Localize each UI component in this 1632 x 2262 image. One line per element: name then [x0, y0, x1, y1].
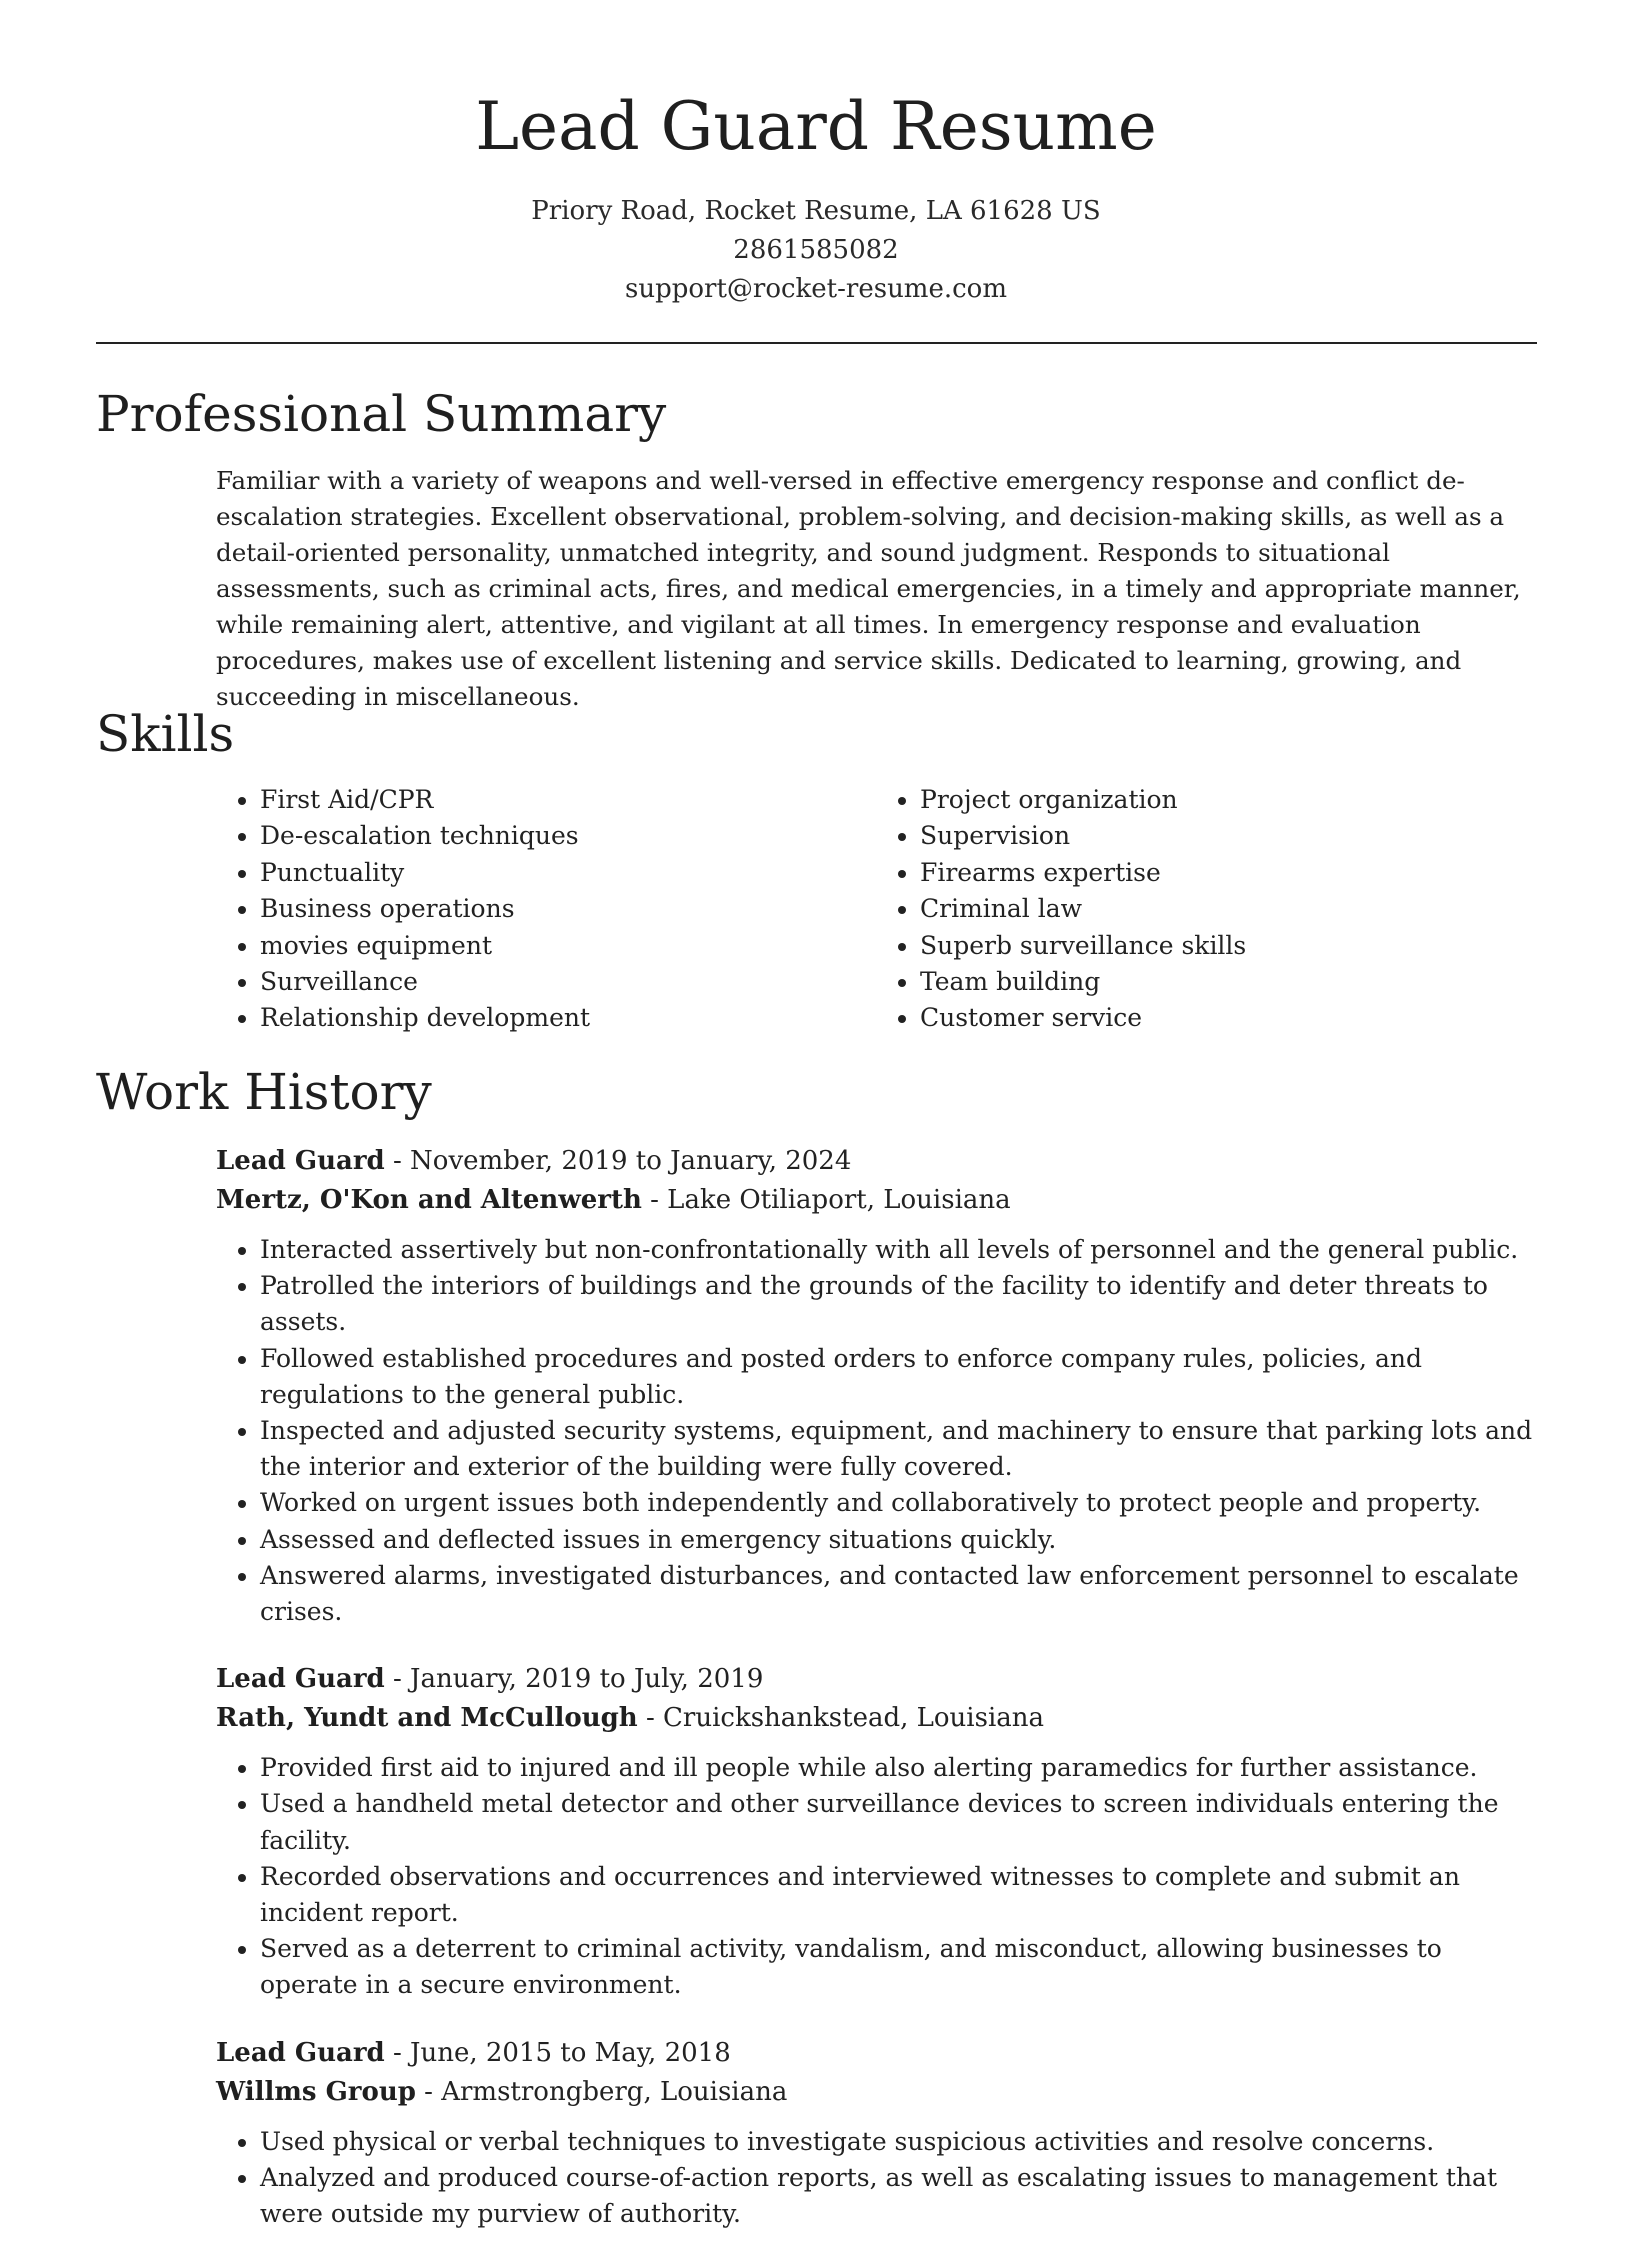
job-dates: - January, 2019 to July, 2019 — [384, 1664, 764, 1695]
job-bullet: • Analyzed and produced course-of-action reports, as well as escalating issues to management that were outside my purview of authority. — [260, 2160, 1536, 2232]
job-dates: - November, 2019 to January, 2024 — [384, 1146, 852, 1176]
job-company-line — [216, 2073, 1536, 2112]
job-bullet: • Inspected and adjusted security systems, equipment, and machinery to ensure that parking lots and the interior and exterior of the building were fully covered. — [260, 1413, 1536, 1485]
job-company: Mertz, O'Kon and Altenwerth — [216, 1185, 642, 1215]
contact-email: support@rocket-resume.com — [624, 274, 1007, 304]
skill-item: • Team building — [920, 964, 1536, 1000]
skill-item: • Firearms expertise — [920, 855, 1536, 891]
job-bullet: • Assessed and deflected issues in emergency situations quickly. — [260, 1522, 1536, 1558]
job-dates: - June, 2015 to May, 2018 — [384, 2037, 731, 2068]
job-company: Rath, Yundt and McCullough — [216, 1703, 638, 1734]
job-title: Lead Guard — [216, 2037, 385, 2068]
job-bullet: • Provided first aid to injured and ill people while also alerting paramedics for further assistance. — [260, 1750, 1536, 1786]
job-entry — [216, 1660, 1536, 2003]
skills-heading: Skills — [96, 705, 235, 763]
skill-item: • Superb surveillance skills — [920, 928, 1536, 964]
skills-column-right — [876, 782, 1536, 1037]
contact-address: Priory Road, Rocket Resume, LA 61628 US — [531, 196, 1101, 226]
job-title-line — [216, 2034, 1536, 2073]
job-title-line — [216, 1660, 1536, 1699]
skill-item: • Surveillance — [260, 964, 876, 1000]
job-company: Willms Group — [216, 2076, 416, 2107]
work-history-heading: Work History — [96, 1063, 432, 1121]
job-bullet: • Interacted assertively but non-confrontationally with all levels of personnel and the general public. — [260, 1232, 1536, 1268]
skill-item: • Business operations — [260, 891, 876, 927]
skill-item: • movies equipment — [260, 928, 876, 964]
job-entry — [216, 2034, 1536, 2233]
job-bullet: • Answered alarms, investigated disturbances, and contacted law enforcement personnel to escalate crises. — [260, 1558, 1536, 1630]
job-bullets — [216, 2124, 1536, 2233]
skill-item: • Customer service — [920, 1000, 1536, 1036]
job-bullet: • Followed established procedures and posted orders to enforce company rules, policies, and regulations to the general public. — [260, 1341, 1536, 1413]
job-title: Lead Guard — [216, 1664, 385, 1695]
summary-text: Familiar with a variety of weapons and well-versed in effective emergency response and conflict de-escalation strategies. Excellent observational, problem-solving, and decision-making skills, as well as a detail-oriented personality, unmatched integrity, and sound judgment. Responds to situational assessments, such as criminal acts, fires, and medical emergencies, in a timely and appropriate manner, while remaining alert, attentive, and vigilant at all times. In emergency response and evaluation procedures, makes use of excellent listening and service skills. Dedicated to learning, growing, and succeeding in miscellaneous. — [216, 466, 1521, 711]
skills-list — [216, 782, 1536, 1037]
job-company-line — [216, 1181, 1536, 1220]
job-bullet: • Used physical or verbal techniques to investigate suspicious activities and resolve concerns. — [260, 2124, 1536, 2160]
skill-item: • Relationship development — [260, 1000, 876, 1036]
header-divider — [96, 342, 1537, 344]
skill-item: • Supervision — [920, 818, 1536, 854]
job-bullet: • Served as a deterrent to criminal activity, vandalism, and misconduct, allowing businesses to operate in a secure environment. — [260, 1931, 1536, 2003]
skill-item: • First Aid/CPR — [260, 782, 876, 818]
job-company-line — [216, 1699, 1536, 1738]
skill-item: • Project organization — [920, 782, 1536, 818]
skill-item: • Punctuality — [260, 855, 876, 891]
job-location: - Lake Otiliaport, Louisiana — [641, 1185, 1011, 1215]
job-bullet: • Recorded observations and occurrences and interviewed witnesses to complete and submit an incident report. — [260, 1859, 1536, 1931]
skill-item: • Criminal law — [920, 891, 1536, 927]
job-bullets — [216, 1232, 1536, 1630]
work-history-list — [216, 1142, 1536, 2262]
job-title-line — [216, 1142, 1536, 1181]
job-bullet: • Used a handheld metal detector and other surveillance devices to screen individuals entering the facility. — [260, 1786, 1536, 1858]
resume-title: Lead Guard Resume — [475, 88, 1157, 165]
job-location: - Armstrongberg, Louisiana — [415, 2076, 788, 2107]
job-bullet: • Worked on urgent issues both independently and collaboratively to protect people and property. — [260, 1485, 1536, 1521]
summary-heading: Professional Summary — [96, 385, 667, 443]
job-entry — [216, 1142, 1536, 1630]
skills-column-left — [216, 782, 876, 1037]
resume-header — [0, 0, 1632, 309]
job-bullets — [216, 1750, 1536, 2003]
job-title: Lead Guard — [216, 1146, 385, 1176]
job-location: - Cruickshankstead, Louisiana — [637, 1703, 1045, 1734]
skill-item: • De-escalation techniques — [260, 818, 876, 854]
job-bullet: • Patrolled the interiors of buildings and the grounds of the facility to identify and deter threats to assets. — [260, 1268, 1536, 1340]
contact-phone: 2861585082 — [733, 235, 899, 265]
